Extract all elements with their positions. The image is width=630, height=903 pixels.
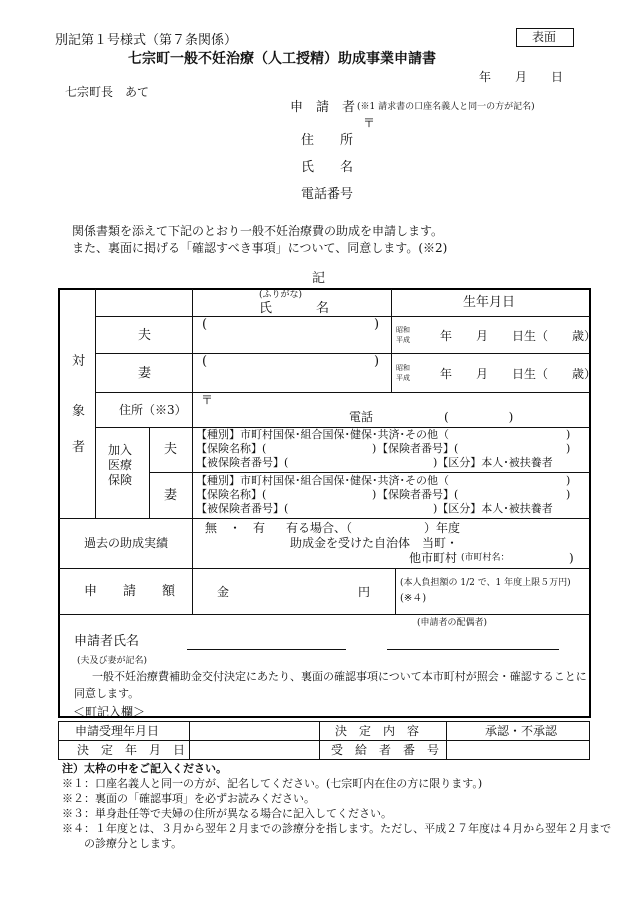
table-address-label: 住所（※3）: [119, 403, 187, 417]
applicant-note: (※1 請求書の口座名義人と同一の方が記名): [357, 102, 535, 112]
husband-ins-no-close: ): [566, 442, 571, 455]
note-1: ※１：口座名義人と同一の方が、記名してください。(七宗町内在住の方に限ります。): [62, 777, 483, 790]
husband-ins-name-close: ): [372, 442, 377, 455]
wife-ins-name: 【保険名称】(: [196, 488, 267, 501]
past-yes-no: 無 ・ 有: [205, 521, 266, 535]
wife-insured-class: )【区分】本人･被扶養者: [433, 502, 553, 515]
husband-paren-close: ): [374, 317, 380, 332]
note-2: ※２：裏面の「確認事項」を必ずお読みください。: [62, 792, 315, 805]
past-if: 有る場合、（ ）年度: [286, 521, 461, 535]
wife-ins-type-close: ): [566, 474, 571, 487]
amount-note-1: (本人負担額の 1/2 で、1 年度上限５万円): [400, 578, 571, 588]
notes-heading: 注）太枠の中をご記入ください。: [62, 762, 227, 775]
amount-label: 申 請 額: [84, 584, 176, 599]
wife-insured-no: 【被保険者番号】(: [196, 502, 289, 515]
past-other: 他市町村: [409, 551, 458, 565]
insurance-label-1: 加入: [108, 443, 133, 457]
applicant-label: 申 請 者: [290, 100, 356, 115]
wife-era-2: 平成: [396, 374, 410, 382]
side-badge-text: 表面: [532, 30, 557, 44]
note-4a: ※４：１年度とは、３月から翌年２月までの診療分を指します。ただし、平成２７年度は４月から翌年２月まで: [62, 822, 612, 835]
name-header-2: 名: [316, 301, 330, 316]
insurance-husband-label: 夫: [164, 442, 178, 457]
husband-insured-no: 【被保険者番号】(: [196, 456, 289, 469]
amount-field[interactable]: [234, 574, 354, 608]
addressee: 七宗町長 あて: [65, 85, 150, 99]
date-year: 年: [479, 70, 492, 84]
target-label-3: 者: [72, 440, 86, 455]
husband-birth-line: 年 月 日生（ 歳）: [440, 329, 597, 343]
consent-line-2: 同意します。: [74, 687, 140, 700]
wife-birth-line: 年 月 日生（ 歳）: [440, 367, 597, 381]
husband-era-2: 平成: [396, 336, 410, 344]
table-postal-mark: 〒: [201, 393, 214, 407]
office-decision-date: 決 定 年 月 日: [77, 743, 186, 757]
office-receipt-date: 申請受理年月日: [75, 724, 160, 738]
past-municipality: 助成金を受けた自治体 当町・: [290, 536, 459, 550]
wife-ins-name-close: ): [372, 488, 377, 501]
husband-paren-open: (: [202, 317, 208, 332]
form-label: 別記第１号様式（第７条関係）: [55, 33, 238, 48]
target-label-1: 対: [72, 354, 86, 369]
insurance-label-2: 医療: [108, 458, 133, 472]
wife-paren-open: (: [202, 354, 208, 369]
husband-ins-type-close: ): [566, 428, 571, 441]
office-recipient-no: 受 給 者 番 号: [331, 743, 440, 757]
note-3: ※３：単身赴任等で夫婦の住所が異なる場合に記入してください。: [62, 807, 392, 820]
signer-label: 申請者氏名: [74, 634, 140, 649]
page-title: 七宗町一般不妊治療（人工授精）助成事業申請書: [128, 51, 436, 67]
date-day: 日: [551, 70, 564, 84]
husband-name-field[interactable]: [212, 320, 370, 350]
office-approval: 承認・不承認: [485, 724, 558, 738]
husband-insured-class: )【区分】本人･被扶養者: [433, 456, 553, 469]
target-label-2: 象: [72, 404, 86, 419]
wife-label: 妻: [138, 366, 152, 381]
ki-mark: 記: [312, 271, 326, 286]
wife-name-field[interactable]: [212, 357, 370, 389]
husband-label: 夫: [138, 328, 152, 343]
name-label: 氏 名: [301, 160, 354, 175]
note-4b: の診療分とします。: [62, 837, 183, 850]
amount-note-2: (※４): [400, 593, 427, 604]
birth-header: 生年月日: [463, 295, 516, 310]
amount-kin: 金: [217, 585, 230, 599]
ruby-label: (ふりがな): [259, 290, 303, 300]
past-other-close: ): [569, 551, 574, 565]
phone-label: 電話番号: [301, 187, 354, 202]
intro-line-1: 関係書類を添えて下記のとおり一般不妊治療費の助成を申請します。: [72, 224, 444, 238]
spouse-note: (申請者の配偶者): [417, 618, 488, 628]
past-other-small: (市町村名：: [461, 553, 510, 563]
table-phone-parens: ( ): [444, 410, 514, 424]
address-label: 住 所: [301, 133, 354, 148]
office-decision-content: 決 定 内 容: [335, 724, 420, 738]
husband-era-1: 昭和: [396, 326, 410, 334]
insurance-wife-label: 妻: [164, 488, 178, 503]
side-badge: [516, 28, 574, 47]
applicant-postal-mark: 〒: [363, 116, 376, 130]
signer-sub: (夫及び妻が記名): [77, 656, 148, 666]
wife-era-1: 昭和: [396, 364, 410, 372]
name-header-1: 氏: [259, 301, 273, 316]
date-month: 月: [515, 70, 528, 84]
wife-paren-close: ): [374, 354, 380, 369]
husband-ins-no: 【保険者番号】(: [377, 442, 459, 455]
amount-yen: 円: [358, 585, 371, 599]
wife-ins-no-close: ): [566, 488, 571, 501]
signer-line-spouse[interactable]: [387, 649, 559, 650]
table-phone-label: 電話: [349, 410, 374, 424]
husband-ins-name: 【保険名称】(: [196, 442, 267, 455]
office-title: ＜町記入欄＞: [73, 705, 146, 719]
wife-ins-no: 【保険者番号】(: [377, 488, 459, 501]
husband-ins-type: 【種別】市町村国保･組合国保･健保･共済･その他（: [196, 428, 449, 441]
signer-line-applicant[interactable]: [187, 649, 346, 650]
consent-line-1: 一般不妊治療費補助金交付決定にあたり、裏面の確認事項について本市町村が照会・確認することに: [92, 670, 587, 683]
intro-line-2: また、裏面に掲げる「確認すべき事項」について、同意します。(※2): [72, 241, 448, 255]
insurance-label-3: 保険: [108, 473, 133, 487]
past-label: 過去の助成実績: [84, 536, 169, 550]
wife-ins-type: 【種別】市町村国保･組合国保･健保･共済･その他（: [196, 474, 449, 487]
